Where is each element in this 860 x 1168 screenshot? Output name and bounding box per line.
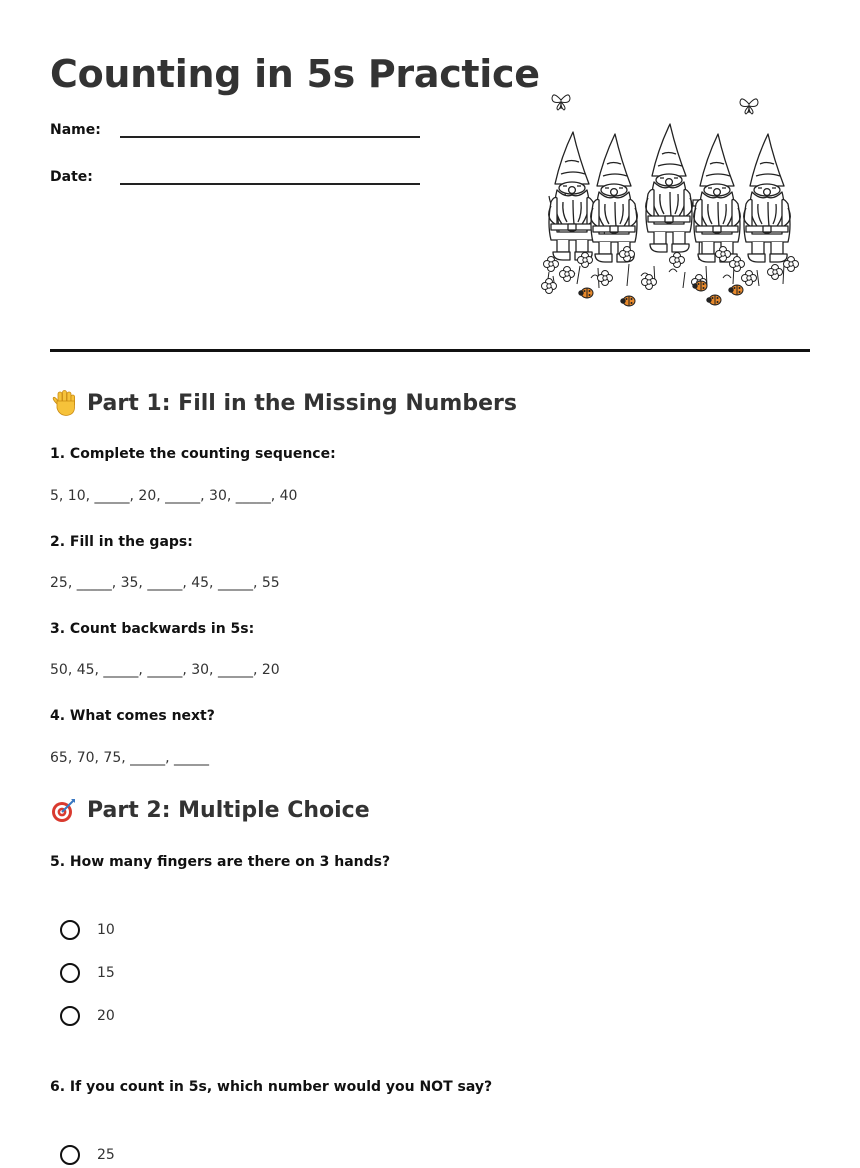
question-5-option-15[interactable]: [60, 960, 115, 986]
date-label: Date:: [50, 169, 93, 185]
date-line[interactable]: [120, 183, 420, 185]
name-field: [50, 122, 430, 152]
question-1-prompt: 1. Complete the counting sequence:: [50, 446, 336, 462]
gnome-icon: [549, 132, 596, 260]
gnomes-illustration: [537, 88, 801, 312]
ladybug-icon: [579, 288, 593, 298]
option-label: 15: [97, 965, 115, 981]
part1-heading-text: Part 1: Fill in the Missing Numbers: [87, 390, 517, 416]
raised-hand-icon: [50, 389, 78, 417]
radio-button[interactable]: [60, 920, 80, 940]
name-label: Name:: [50, 122, 101, 138]
ladybug-icon: [621, 296, 635, 306]
question-3-sequence: 50, 45, _____, _____, 30, _____, 20: [50, 662, 280, 678]
name-line[interactable]: [120, 136, 420, 138]
ladybug-icon: [707, 295, 721, 305]
question-2-prompt: 2. Fill in the gaps:: [50, 534, 193, 550]
gnome-icon: [591, 134, 638, 262]
question-6-option-25[interactable]: [60, 1142, 115, 1168]
question-2-sequence: 25, _____, 35, _____, 45, _____, 55: [50, 575, 280, 591]
radio-button[interactable]: [60, 1145, 80, 1165]
question-4-prompt: 4. What comes next?: [50, 708, 215, 724]
question-5-prompt: 5. How many fingers are there on 3 hands?: [50, 854, 391, 870]
question-5-option-20[interactable]: [60, 1003, 115, 1029]
question-5-option-10[interactable]: [60, 917, 115, 943]
part1-heading: [50, 389, 517, 417]
butterfly-icon: [552, 95, 570, 110]
dart-target-icon: [50, 796, 78, 824]
butterfly-icon: [740, 99, 758, 114]
section-divider: [50, 349, 810, 352]
question-4-sequence: 65, 70, 75, _____, _____: [50, 750, 210, 766]
option-label: 25: [97, 1147, 115, 1163]
page-title: Counting in 5s Practice: [50, 52, 540, 96]
gnome-icon: [744, 134, 791, 262]
gnome-icon: [694, 134, 741, 262]
part2-heading: [50, 796, 370, 824]
radio-button[interactable]: [60, 1006, 80, 1026]
ladybug-icon: [729, 285, 743, 295]
question-6-prompt: 6. If you count in 5s, which number would you NOT say?: [50, 1079, 493, 1095]
option-label: 20: [97, 1008, 115, 1024]
question-1-sequence: 5, 10, _____, 20, _____, 30, _____, 40: [50, 488, 298, 504]
part2-heading-text: Part 2: Multiple Choice: [87, 797, 370, 823]
radio-button[interactable]: [60, 963, 80, 983]
question-3-prompt: 3. Count backwards in 5s:: [50, 621, 255, 637]
gnome-icon: [646, 124, 693, 252]
option-label: 10: [97, 922, 115, 938]
date-field: [50, 169, 430, 199]
